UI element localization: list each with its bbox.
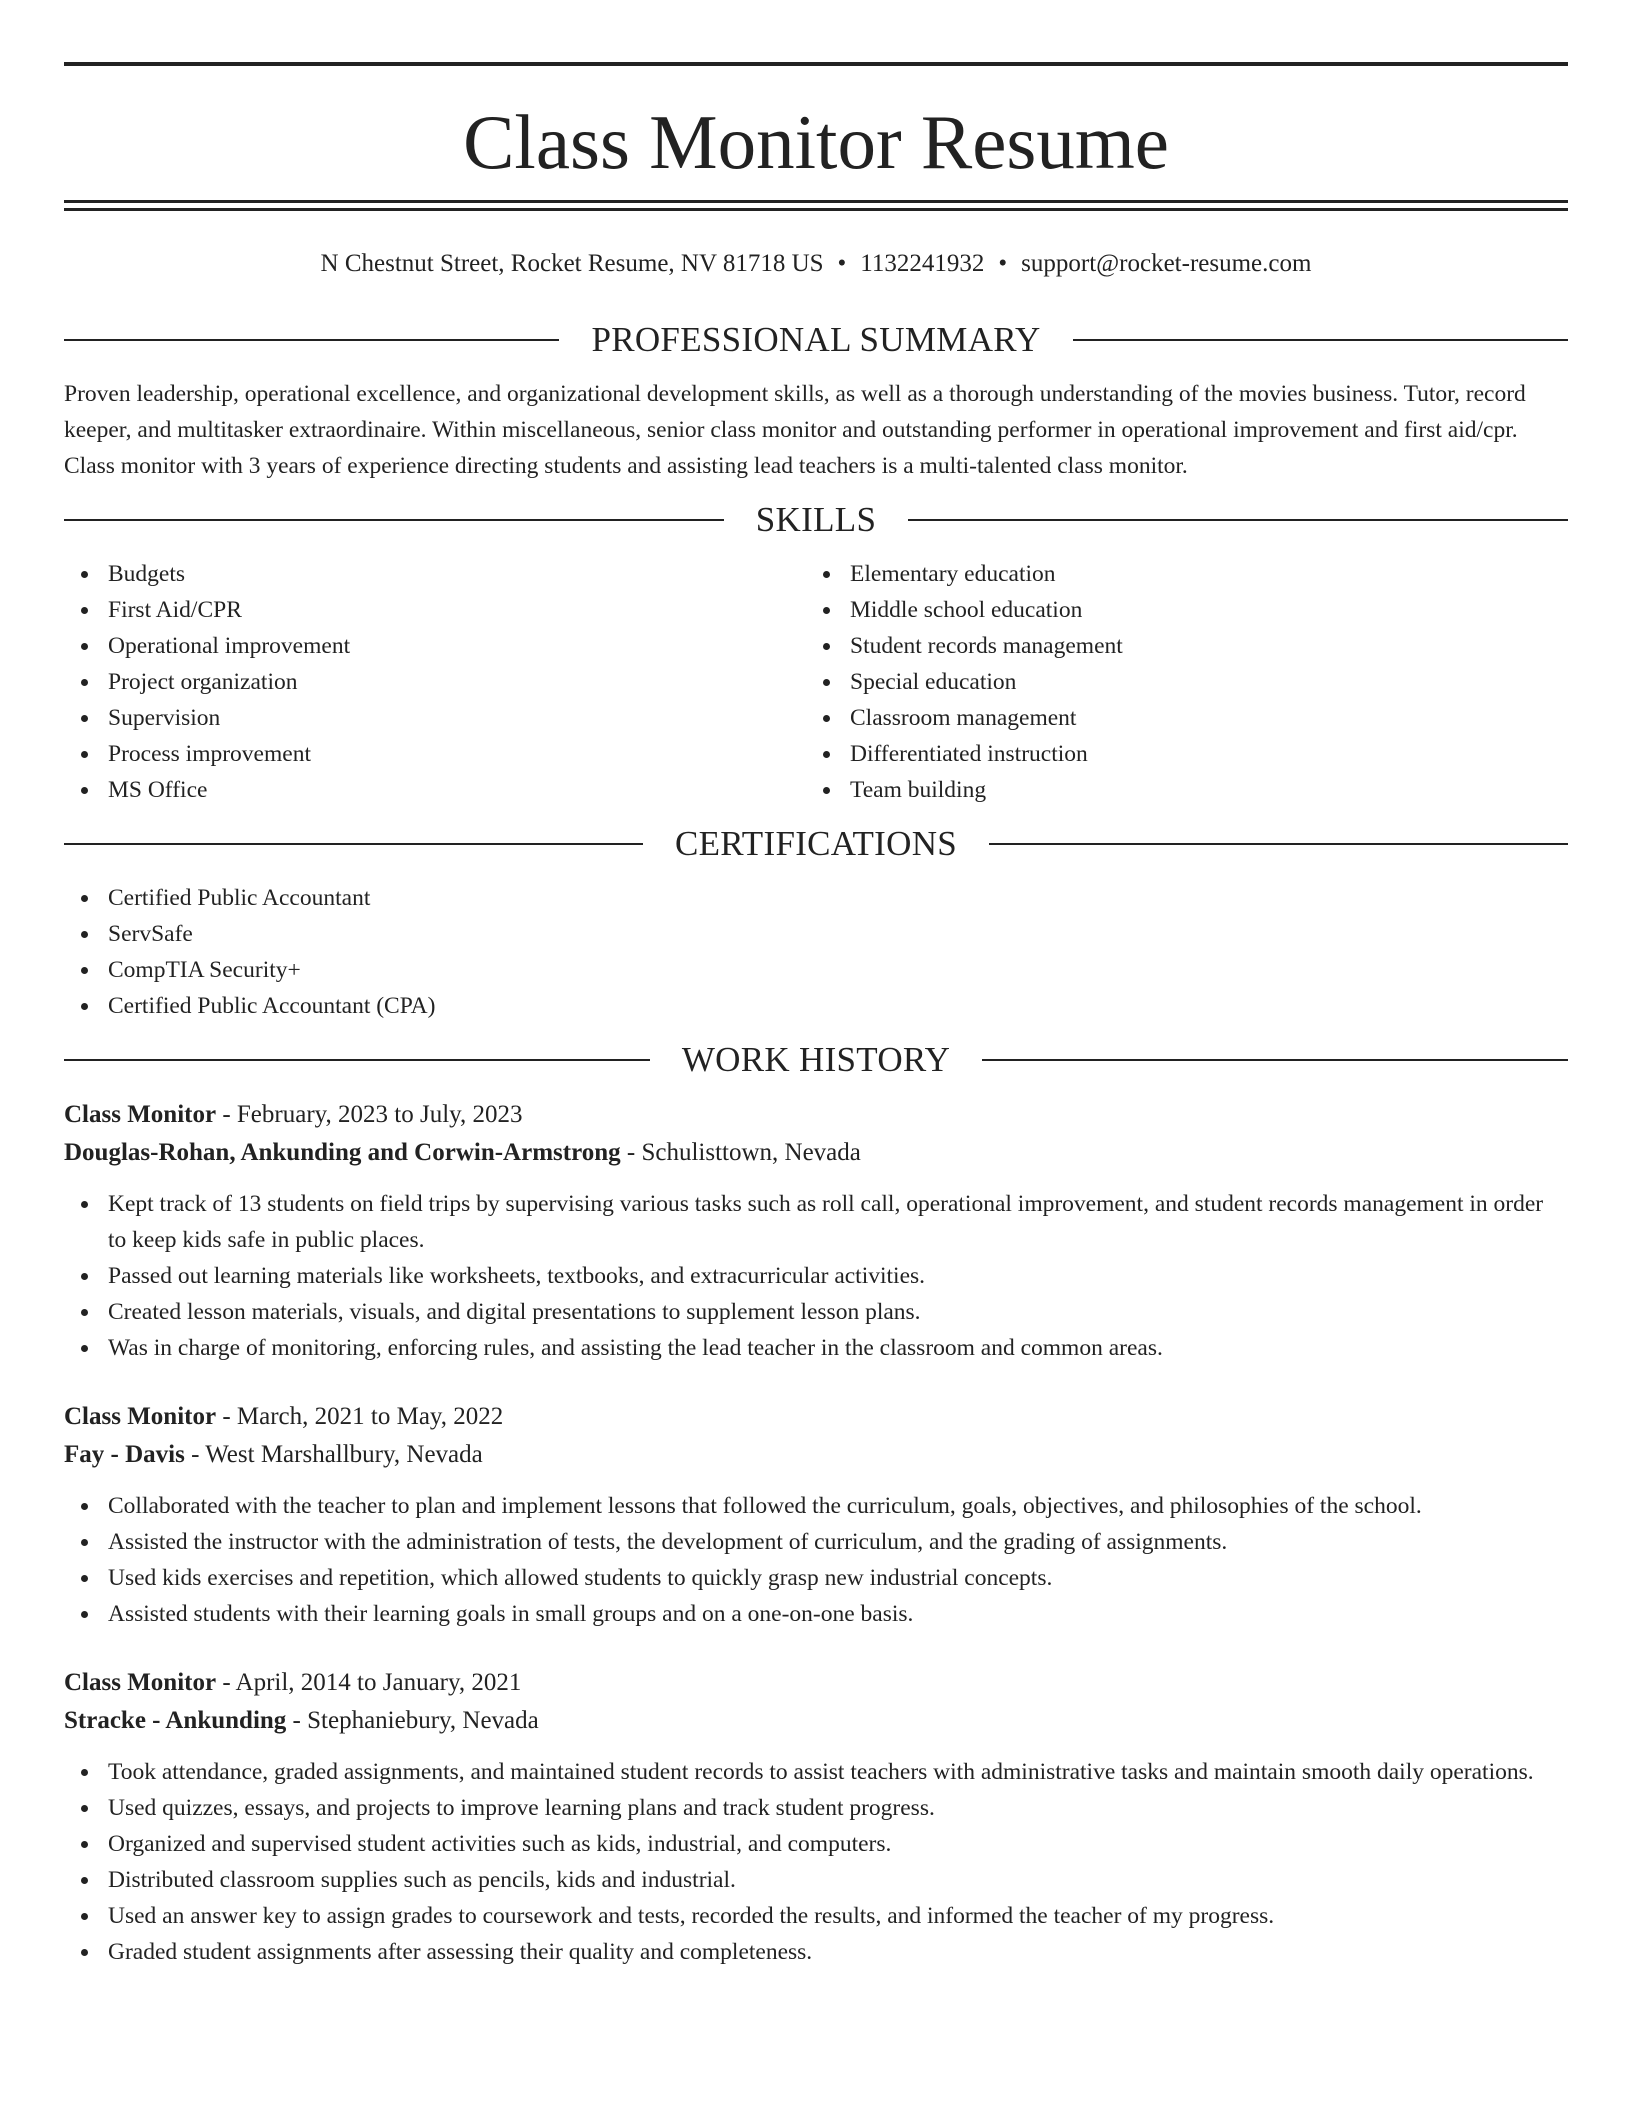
certification-item: ServSafe (64, 916, 1568, 952)
job-bullet: Was in charge of monitoring, enforcing rules, and assisting the lead teacher in the classroom and common areas. (64, 1330, 1568, 1366)
job-title: Class Monitor (64, 1101, 217, 1128)
skill-item: Differentiated instruction (806, 736, 1548, 772)
work-section-heading (64, 1038, 1568, 1082)
job-title-line: Class Monitor - February, 2023 to July, 2023 (64, 1101, 523, 1128)
header-double-rule (64, 200, 1568, 211)
job-bullet: Passed out learning materials like worksheets, textbooks, and extracurricular activities. (64, 1258, 1568, 1294)
certification-item: CompTIA Security+ (64, 952, 1568, 988)
work-heading-label: WORK HISTORY (681, 1040, 951, 1079)
job-title: Class Monitor (64, 1403, 217, 1430)
summary-text: Proven leadership, operational excellence, and organizational development skills, as well as a thorough understanding of the movies business. Tutor, record keeper, and multitasker extraordinaire. Within miscellaneous, senior class monitor and outstanding performer in operational improvement and first aid/cpr. Class monitor with 3 years of experience directing students and assisting lead teachers is a multi-talented class monitor. (64, 381, 1526, 479)
job-bullet: Assisted the instructor with the administration of tests, the development of curriculum, and the grading of assignments. (64, 1524, 1568, 1560)
skill-item: Elementary education (806, 556, 1548, 592)
job-dates: March, 2021 to May, 2022 (236, 1403, 504, 1430)
contact-phone: 1132241932 (860, 250, 985, 277)
summary-section-heading (64, 318, 1568, 362)
job-entry (64, 1096, 1568, 1366)
skill-item: First Aid/CPR (64, 592, 806, 628)
skills-list-left (64, 556, 806, 808)
job-bullet: Distributed classroom supplies such as pencils, kids and industrial. (64, 1862, 1568, 1898)
contact-email: support@rocket-resume.com (1021, 250, 1312, 277)
skill-item: Process improvement (64, 736, 806, 772)
contact-separator: • (837, 250, 847, 277)
certification-item: Certified Public Accountant (64, 880, 1568, 916)
job-entry (64, 1398, 1568, 1632)
job-bullet-list (64, 1754, 1568, 1970)
job-bullet: Used an answer key to assign grades to coursework and tests, recorded the results, and informed the teacher of my progress. (64, 1898, 1568, 1934)
job-bullet: Collaborated with the teacher to plan and implement lessons that followed the curriculum, goals, objectives, and philosophies of the school. (64, 1488, 1568, 1524)
contact-line (64, 247, 1568, 281)
skill-item: Special education (806, 664, 1548, 700)
heading-rule-left (64, 519, 724, 521)
certification-item: Certified Public Accountant (CPA) (64, 988, 1568, 1024)
job-bullet: Used quizzes, essays, and projects to improve learning plans and track student progress. (64, 1790, 1568, 1826)
header-top-rule (64, 62, 1568, 66)
heading-rule-right (908, 519, 1568, 521)
job-bullet: Took attendance, graded assignments, and maintained student records to assist teachers with administrative tasks and maintain smooth daily operations. (64, 1754, 1568, 1790)
skill-item: Classroom management (806, 700, 1548, 736)
skill-item: Operational improvement (64, 628, 806, 664)
job-title-line: Class Monitor - April, 2014 to January, 2021 (64, 1669, 522, 1696)
skills-heading-label: SKILLS (755, 500, 877, 539)
job-dates: February, 2023 to July, 2023 (236, 1101, 523, 1128)
job-company: Fay - Davis (64, 1441, 185, 1468)
job-entry (64, 1664, 1568, 1970)
heading-rule-right (1073, 339, 1568, 341)
work-history-list (64, 1096, 1568, 1970)
heading-rule-right (982, 1059, 1568, 1061)
job-dates: April, 2014 to January, 2021 (235, 1669, 522, 1696)
heading-rule-right (989, 843, 1568, 845)
job-company-line: Douglas-Rohan, Ankunding and Corwin-Armstrong - Schulisttown, Nevada (64, 1139, 861, 1166)
job-bullet: Organized and supervised student activities such as kids, industrial, and computers. (64, 1826, 1568, 1862)
job-company: Stracke - Ankunding (64, 1707, 287, 1734)
resume-title: Class Monitor Resume (463, 99, 1169, 185)
skill-item: Student records management (806, 628, 1548, 664)
skill-item: MS Office (64, 772, 806, 808)
skills-list-right (806, 556, 1548, 808)
certifications-list (64, 880, 1568, 1024)
skill-item: Project organization (64, 664, 806, 700)
skill-item: Middle school education (806, 592, 1548, 628)
job-company-line: Stracke - Ankunding - Stephaniebury, Nevada (64, 1707, 539, 1734)
job-location: Schulisttown, Nevada (641, 1139, 861, 1166)
skill-item: Budgets (64, 556, 806, 592)
contact-separator: • (998, 250, 1008, 277)
job-title: Class Monitor (64, 1669, 217, 1696)
certifications-heading-label: CERTIFICATIONS (674, 824, 958, 863)
summary-heading-label: PROFESSIONAL SUMMARY (591, 320, 1041, 359)
job-bullet-list (64, 1488, 1568, 1632)
job-bullet: Kept track of 13 students on field trips by supervising various tasks such as roll call, operational improvement, and student records management in order to keep kids safe in public places. (64, 1186, 1568, 1258)
skill-item: Team building (806, 772, 1548, 808)
certifications-section-heading (64, 822, 1568, 866)
job-company-line: Fay - Davis - West Marshallbury, Nevada (64, 1441, 483, 1468)
job-title-line: Class Monitor - March, 2021 to May, 2022 (64, 1403, 504, 1430)
job-location: Stephaniebury, Nevada (307, 1707, 539, 1734)
job-bullet: Created lesson materials, visuals, and digital presentations to supplement lesson plans. (64, 1294, 1568, 1330)
heading-rule-left (64, 339, 559, 341)
job-bullet-list (64, 1186, 1568, 1366)
skills-columns (64, 556, 1568, 808)
heading-rule-left (64, 1059, 650, 1061)
heading-rule-left (64, 843, 643, 845)
job-bullet: Used kids exercises and repetition, which allowed students to quickly grasp new industrial concepts. (64, 1560, 1568, 1596)
job-bullet: Graded student assignments after assessing their quality and completeness. (64, 1934, 1568, 1970)
job-location: West Marshallbury, Nevada (205, 1441, 483, 1468)
job-bullet: Assisted students with their learning goals in small groups and on a one-on-one basis. (64, 1596, 1568, 1632)
skills-section-heading (64, 498, 1568, 542)
skill-item: Supervision (64, 700, 806, 736)
contact-address: N Chestnut Street, Rocket Resume, NV 81718 US (320, 250, 824, 277)
job-company: Douglas-Rohan, Ankunding and Corwin-Armstrong (64, 1139, 621, 1166)
